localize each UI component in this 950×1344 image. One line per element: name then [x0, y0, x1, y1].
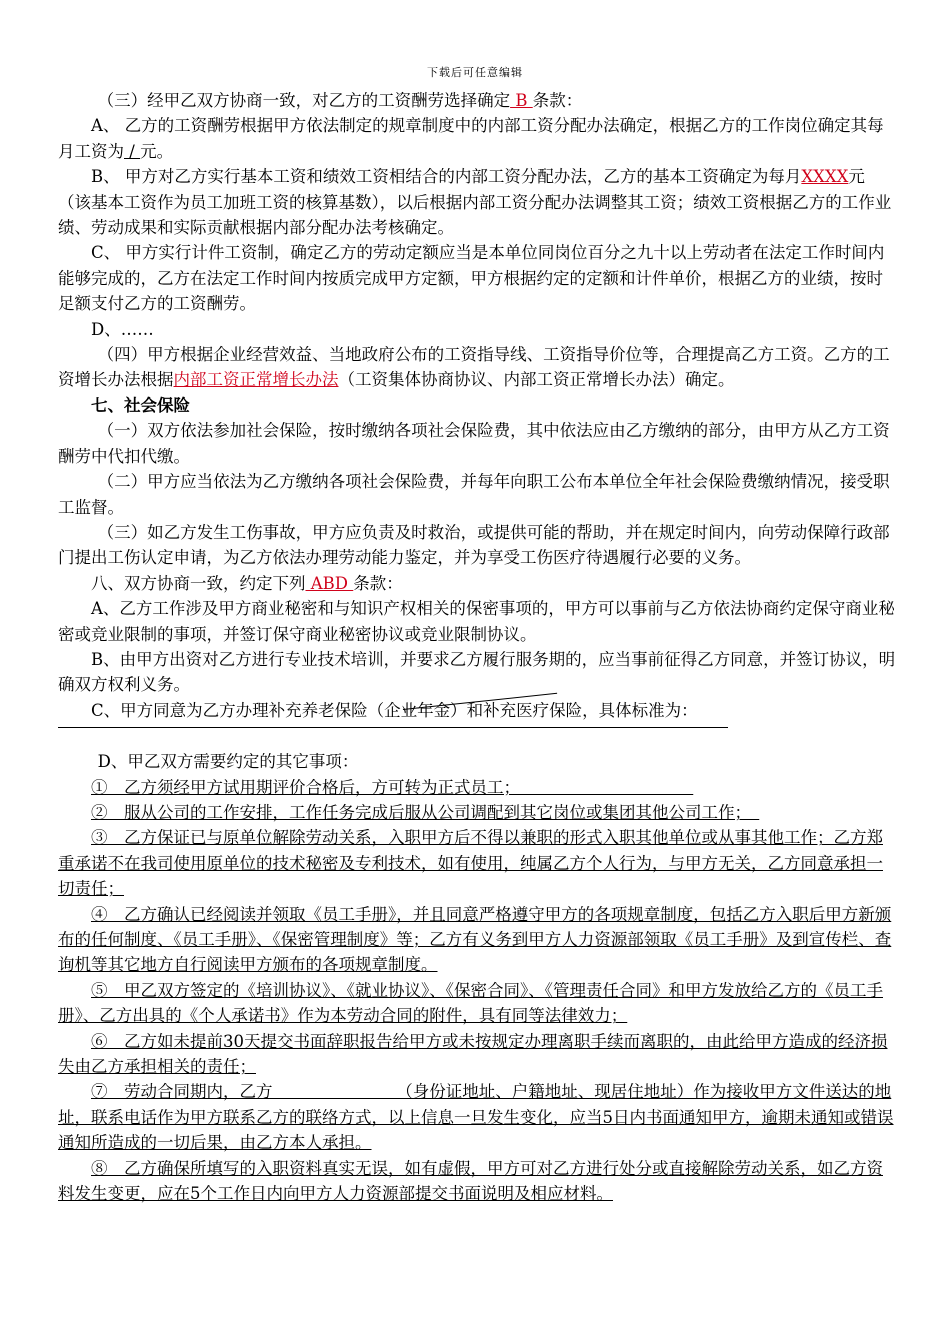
clause-8-b: B、由甲方出资对乙方进行专业技术培训，并要求乙方履行服务期的，应当事前征得乙方同意，并签订协议，明确双方权利义务。 — [58, 649, 896, 695]
wage-option-d: D、…… — [91, 319, 154, 339]
insurance-clause-3: （三）如乙方发生工伤事故，甲方应负责及时救治，或提供可能的帮助，并在规定时间内，向劳动保障行政部门提出工伤认定申请，为乙方依法办理劳动能力鉴定，并为享受工伤医疗待遇履行必要的义务。 — [58, 522, 890, 568]
wage-clause-3: （三）经甲乙双方协商一致，对乙方的工资酬劳选择确定 B 条款： — [97, 91, 583, 110]
other-item-8: ⑧ 乙方确保所填写的入职资料真实无误，如有虚假，甲方可对乙方进行处分或直接解除劳动关系，如乙方资料发生变更，应在5个工作日内向甲方人力资源部提交书面说明及相应材料。 — [58, 1158, 883, 1204]
insurance-clause-2: （二）甲方应当依法为乙方缴纳各项社会保险费，并每年向职工公布本单位全年社会保险费缴纳情况，接受职工监督。 — [58, 472, 890, 517]
other-item-7: ⑦ 劳动合同期内，乙方 （身份证地址、户籍地址、现居住地址）作为接收甲方文件送达的地址，联系电话作为甲方联系乙方的联络方式，以上信息一旦发生变化，应当5日内书面通知甲方，逾期未通知或错误通知所造成的一切后果，由乙方本人承担。 — [58, 1082, 894, 1153]
page-header: 下载后可任意编辑 — [427, 66, 523, 79]
supplementary-standard-blank — [58, 723, 896, 749]
wage-option-a: A、 乙方的工资酬劳根据甲方依法制定的规章制度中的内部工资分配办法确定，根据乙方的工作岗位确定其每月工资为 / 元。 — [58, 116, 884, 161]
wage-option-b: B、 甲方对乙方实行基本工资和绩效工资相结合的内部工资分配办法，乙方的基本工资确定为每月XXXX元（该基本工资作为员工加班工资的核算基数），以后根据内部工资分配办法调整其工资；绩效工资根据乙方的工作业绩、劳动成果和实际贡献根据内部分配办法考核确定。 — [58, 167, 892, 238]
insurance-clause-1: （一）双方依法参加社会保险，按时缴纳各项社会保险费，其中依法应由乙方缴纳的部分，由甲方从乙方工资酬劳中代扣代缴。 — [58, 421, 890, 466]
agreed-clauses-choice: ABD — [305, 573, 354, 593]
base-wage-amount: XXXX — [801, 167, 849, 187]
monthly-wage-blank: / — [124, 141, 141, 161]
section-8-title: 八、双方协商一致，约定下列 ABD 条款： — [91, 573, 403, 593]
wage-clause-4: （四）甲方根据企业经营效益、当地政府公布的工资指导线、工资指导价位等，合理提高乙方工资。乙方的工资增长办法根据内部工资正常增长办法（工资集体协商协议、内部工资正常增长办法）确定。 — [58, 345, 890, 390]
contract-page — [58, 88, 896, 1206]
clause-8-a: A、乙方工作涉及甲方商业秘密和与知识产权相关的保密事项的，甲方可以事前与乙方依法协商约定保守商业秘密或竞业限制的事项，并签订保守商业秘密协议或竞业限制协议。 — [58, 599, 895, 644]
clause-8-d: D、甲乙双方需要约定的其它事项： — [97, 752, 359, 772]
wage-choice: B — [510, 91, 533, 110]
other-item-4: ④ 乙方确认已经阅读并领取《员工手册》，并且同意严格遵守甲方的各项规章制度，包括乙方入职后甲方新颁布的任何制度、《员工手册》、《保密管理制度》等；乙方有义务到甲方人力资源部领取《员工手册》及到宣传栏、查询机等其它地方自行阅读甲方颁布的各项规章制度。 — [58, 904, 892, 975]
other-item-6: ⑥ 乙方如未提前30天提交书面辞职报告给甲方或未按规定办理离职手续而离职的，由此给甲方造成的经济损失由乙方承担相关的责任； — [58, 1031, 888, 1077]
other-item-3: ③ 乙方保证已与原单位解除劳动关系，入职甲方后不得以兼职的形式入职其他单位或从事其他工作；乙方郑重承诺不在我司使用原单位的技术秘密及专利技术，如有使用，纯属乙方个人行为，与甲方无关，乙方同意承担一切责任； — [58, 828, 883, 899]
wage-option-c: C、 甲方实行计件工资制，确定乙方的劳动定额应当是本单位同岗位百分之九十以上劳动者在法定工作时间内能够完成的，乙方在法定工作时间内按质完成甲方定额，甲方根据约定的定额和计件单价，根据乙方的业绩，按时足额支付乙方的工资酬劳。 — [58, 243, 885, 314]
other-item-2: ② 服从公司的工作安排，工作任务完成后服从公司调配到其它岗位或集团其他公司工作； — [91, 802, 760, 822]
other-item-1: ① 乙方须经甲方试用期评价合格后，方可转为正式员工； — [91, 777, 694, 797]
other-item-5: ⑤ 甲乙双方签定的《培训协议》、《就业协议》、《保密合同》、《管理责任合同》和甲方发放给乙方的《员工手册》、乙方出具的《个人承诺书》作为本劳动合同的附件，具有同等法律效力； — [58, 980, 883, 1026]
blank-underline — [58, 727, 728, 728]
clause-8-c: C、甲方同意为乙方办理补充养老保险（企业年金）和补充医疗保险，具体标准为： — [91, 700, 698, 720]
section-7-title: 七、社会保险 — [91, 395, 190, 415]
wage-increase-method: 内部工资正常增长办法 — [173, 370, 339, 390]
